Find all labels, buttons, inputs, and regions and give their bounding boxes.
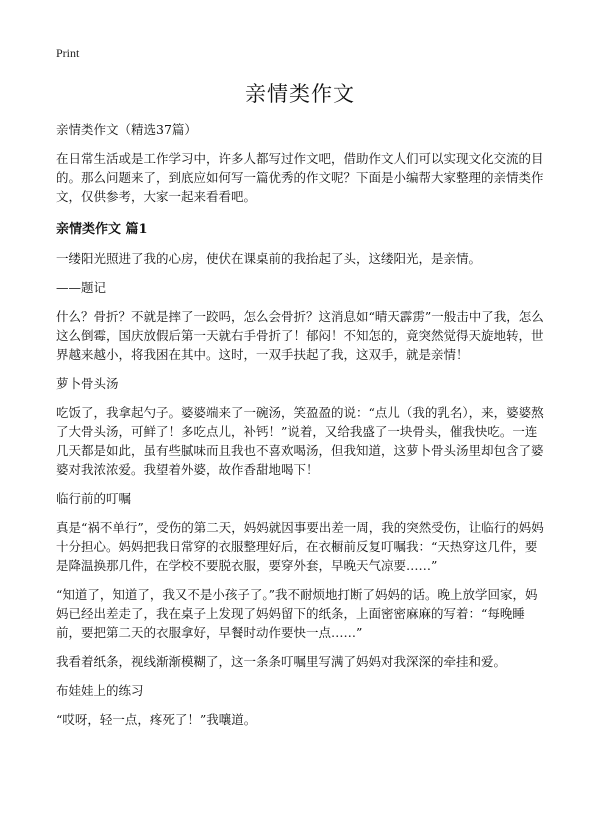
subheading-parting-words: 临行前的叮嘱	[56, 491, 132, 506]
section-heading: 亲情类作文 篇1	[56, 222, 148, 237]
paragraph-opening: 一缕阳光照进了我的心房，使伏在课桌前的我抬起了头，这缕阳光，是亲情。	[56, 251, 482, 266]
subheading-bone-soup: 萝卜骨头汤	[56, 376, 119, 391]
paragraph-note: “知道了，知道了，我又不是小孩子了。”我不耐烦地打断了妈妈的话。晚上放学回家，妈妈已经出差走了，我在桌子上发现了妈妈留下的纸条，上面密密麻麻的写着：“每晚睡前，要把第二天的衣服拿好，早餐时动作要快一点……”	[56, 587, 538, 640]
epigraph-label: ——题记	[56, 280, 107, 295]
paragraph-fracture: 什么？骨折？不就是摔了一跤吗，怎么会骨折？这消息如“晴天霹雳”一般击中了我，怎么这么倒霉，国庆放假后第一天就右手骨折了！郁闷！不知怎的，竟突然觉得天旋地转，世界越来越小，将我困在其中。这时，一双手扶起了我，这双手，就是亲情！	[56, 309, 544, 362]
paragraph-parting-words: 真是“祸不单行”，受伤的第二天，妈妈就因事要出差一周，我的突然受伤，让临行的妈妈十分担心。妈妈把我日常穿的衣服整理好后，在衣橱前反复叮嘱我：“天热穿这几件，要是降温换那几件，在学校不要脱衣服，要穿外套，早晚天气凉要……”	[56, 520, 544, 573]
intro-paragraph: 在日常生活或是工作学习中，许多人都写过作文吧，借助作文人们可以实现文化交流的目的。那么问题来了，到底应如何写一篇优秀的作文呢？下面是小编帮大家整理的亲情类作文，仅供参考，大家一起来看看吧。	[56, 151, 544, 204]
subheading-doll-practice: 布娃娃上的练习	[56, 683, 144, 698]
paragraph-reflection: 我看着纸条，视线渐渐模糊了，这一条条叮嘱里写满了妈妈对我深深的牵挂和爱。	[56, 654, 507, 669]
print-link[interactable]: Print	[56, 46, 80, 60]
paragraph-doll: “哎呀，轻一点，疼死了！”我嚷道。	[56, 712, 257, 727]
paragraph-bone-soup: 吃饭了，我拿起勺子。婆婆端来了一碗汤，笑盈盈的说：“点儿（我的乳名），来，婆婆熬了大骨头汤，可鲜了！多吃点儿，补钙！”说着，又给我盛了一块骨头，催我快吃。一连几天都是如此，虽有些腻味而且我也不喜欢喝汤，但我知道，这萝卜骨头汤里却包含了婆婆对我浓浓爱。我望着外婆，故作香甜地喝下！	[56, 405, 544, 477]
document-subtitle: 亲情类作文（精选37篇）	[56, 122, 197, 137]
document-title: 亲情类作文	[245, 82, 355, 106]
